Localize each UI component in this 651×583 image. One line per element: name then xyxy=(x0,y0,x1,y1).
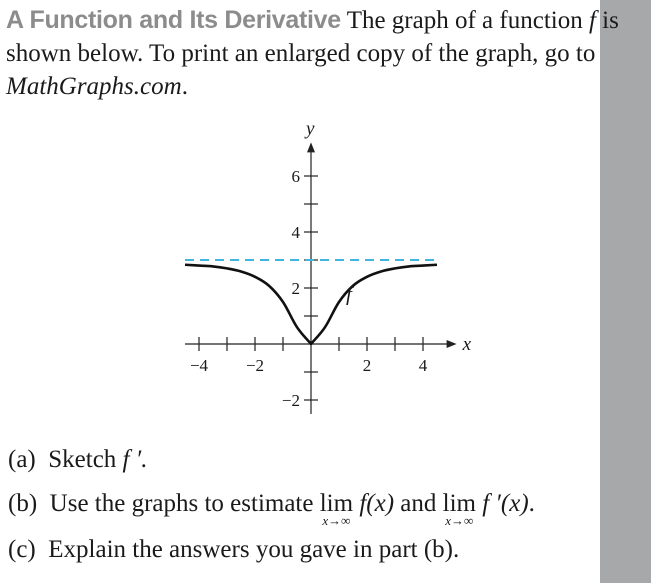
y-tick-label: 2 xyxy=(291,279,300,298)
part-c-text: Explain the answers you gave in part (b). xyxy=(48,536,460,563)
intro-text-1: The graph of a function xyxy=(340,7,589,34)
intro-text-2: is shown below. To print an enlarged copy of the graph, go to xyxy=(6,7,619,67)
part-a-expr: f ′. xyxy=(122,446,148,473)
graph-ticks xyxy=(190,167,428,410)
part-b-text: Use the graphs to estimate xyxy=(49,490,320,517)
part-b-label: (b) xyxy=(8,490,38,517)
part-b-period: . xyxy=(528,490,535,517)
part-b-expr-2: f ′(x) xyxy=(475,490,529,517)
graph-axes xyxy=(185,142,457,414)
part-a xyxy=(8,446,147,474)
y-tick-label: 4 xyxy=(291,223,300,242)
x-tick-label: −4 xyxy=(189,356,209,375)
y-tick-label: −2 xyxy=(281,391,300,410)
part-c-label: (c) xyxy=(8,536,36,563)
part-c xyxy=(8,536,459,564)
part-b xyxy=(8,490,535,528)
site-name: MathGraphs.com xyxy=(6,73,182,100)
section-heading: A Function and Its Derivative xyxy=(6,6,341,34)
part-b-expr-1: f(x) xyxy=(353,490,395,517)
y-axis-label: y xyxy=(306,118,315,140)
curve-label-f: f xyxy=(346,281,352,306)
intro-period: . xyxy=(181,73,188,100)
limit-1 xyxy=(319,490,354,528)
limit-2 xyxy=(442,490,476,528)
x-tick-label: 4 xyxy=(418,356,428,375)
part-a-text: Sketch xyxy=(48,446,123,473)
y-axis-arrow xyxy=(307,142,315,152)
x-tick-label: −2 xyxy=(245,356,265,375)
x-axis-arrow xyxy=(447,340,457,348)
x-axis-label: x xyxy=(462,334,472,355)
y-tick-label: 6 xyxy=(291,167,300,186)
part-b-and: and xyxy=(394,490,443,517)
limit-1-sub: x→∞ xyxy=(322,513,351,528)
limit-2-sub: x→∞ xyxy=(445,513,474,528)
part-a-label: (a) xyxy=(8,446,36,473)
function-graph xyxy=(160,118,480,428)
intro-paragraph xyxy=(6,4,642,103)
x-tick-label: 2 xyxy=(362,356,372,375)
limit-2-op: lim xyxy=(442,490,476,517)
limit-1-op: lim xyxy=(319,490,354,517)
function-symbol: f xyxy=(588,7,596,34)
